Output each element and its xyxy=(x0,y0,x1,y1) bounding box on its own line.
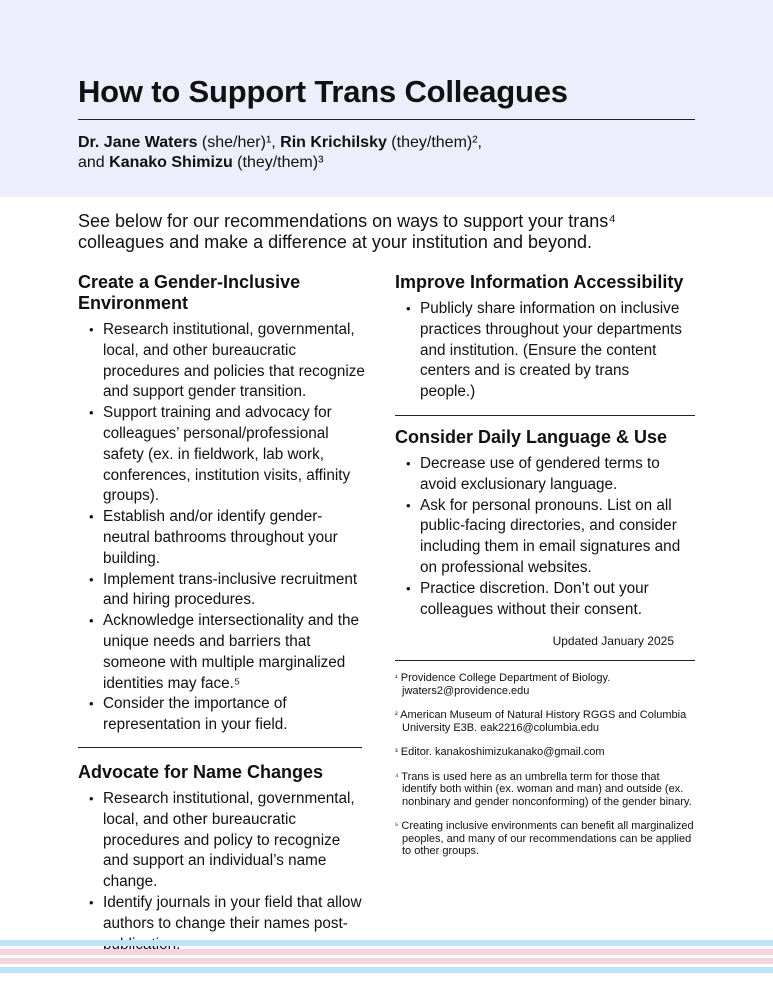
section-environment xyxy=(78,272,368,736)
list-item: • Establish and/or identify gender-neutral bathrooms throughout your building. xyxy=(103,507,368,569)
environment-list xyxy=(78,320,368,736)
footnote: $^{^3}$ Editor. kanakoshimizukanako@gmail.com xyxy=(395,746,605,759)
stripe-blue xyxy=(0,967,773,973)
section-accessibility xyxy=(395,272,695,403)
stripe-pink xyxy=(0,958,773,964)
intro-paragraph: See below for our recommendations on ways to support your trans⁴ colleagues and make a difference at your institution and beyond. xyxy=(78,211,617,252)
section-divider xyxy=(395,415,695,416)
list-item: • Identify journals in your field that allow authors to change their names post- xyxy=(103,893,368,955)
list-item: • Research institutional, governmental, local, and other bureaucratic procedures and policies that recognize and support gender transition. xyxy=(103,320,368,403)
footnote: $^{^1}$ Providence College Department of Biology. jwaters2@providence.edu xyxy=(395,672,611,697)
section-heading-accessibility: Improve Information Accessibility xyxy=(395,272,684,292)
section-names xyxy=(78,762,368,955)
names-list xyxy=(78,789,368,955)
list-item: • Publicly share information on inclusive practices throughout your departments and institution. (Ensure the content centers and is created by trans people.) xyxy=(420,299,695,403)
title-divider xyxy=(78,119,695,120)
list-item: • Implement trans-inclusive recruitment and hiring procedures. xyxy=(103,570,368,612)
list-item: • Decrease use of gendered terms to avoid exclusionary language. xyxy=(420,454,695,496)
author-list xyxy=(78,133,695,173)
author-1-name: Dr. Jane Waters xyxy=(78,134,198,151)
author-conjunction: and xyxy=(78,154,110,171)
section-heading-names: Advocate for Name Changes xyxy=(78,761,324,782)
footnote-divider xyxy=(395,660,695,661)
author-1-pronouns: (she/her)¹, xyxy=(197,134,281,151)
right-column xyxy=(395,272,695,870)
section-language xyxy=(395,427,695,620)
updated-date: Updated January 2025 xyxy=(552,634,674,649)
list-item: • Consider the importance of representation in your field. xyxy=(103,694,368,736)
list-item: • Ask for personal pronouns. List on all public-facing directories, and consider including them in email signatures and on professional websites. xyxy=(420,496,695,579)
author-3-name: Kanako Shimizu xyxy=(109,154,233,171)
section-heading-language: Consider Daily Language & Use xyxy=(395,426,668,447)
list-item: • Acknowledge intersectionality and the unique needs and barriers that someone with multiple marginalized identities may face.⁵ xyxy=(103,611,368,694)
section-divider xyxy=(78,747,362,748)
list-item: • Research institutional, governmental, local, and other bureaucratic procedures and policy to recognize and support an individual’s name change. xyxy=(103,789,368,893)
footnotes xyxy=(395,672,695,858)
list-item: • Practice discretion. Don’t out your colleagues without their consent. xyxy=(420,579,695,621)
footnote: $^{^2}$ American Museum of Natural History RGGS and Columbia University E3B. eak2216@columbia.edu xyxy=(395,709,687,734)
page-title: How to Support Trans Colleagues xyxy=(78,74,568,109)
left-column xyxy=(78,272,368,955)
language-list xyxy=(395,454,695,620)
author-2-pronouns: (they/them)², xyxy=(386,134,482,151)
accessibility-list xyxy=(395,299,695,403)
footnote: $^{^4}$ Trans is used here as an umbrella term for those that identify both within (ex. woman and man) and outside (ex. nonbinary and gender nonconforming) of the gender binary. xyxy=(395,770,692,808)
author-3-pronouns: (they/them)³ xyxy=(232,154,324,171)
stripe-pink xyxy=(0,949,773,955)
stripe-blue xyxy=(0,940,773,946)
list-item: • Support training and advocacy for colleagues’ personal/professional safety (ex. in fieldwork, lab work, conferences, institution visits, affinity groups). xyxy=(103,403,368,507)
section-heading-environment: Create a Gender-Inclusive Environment xyxy=(78,272,301,313)
author-2-name: Rin Krichilsky xyxy=(280,134,387,151)
footnote: $^{^5}$ Creating inclusive environments can benefit all marginalized peoples, and many of our recommendations can be applied to other groups. xyxy=(395,820,694,858)
trans-flag-stripes xyxy=(0,940,773,976)
